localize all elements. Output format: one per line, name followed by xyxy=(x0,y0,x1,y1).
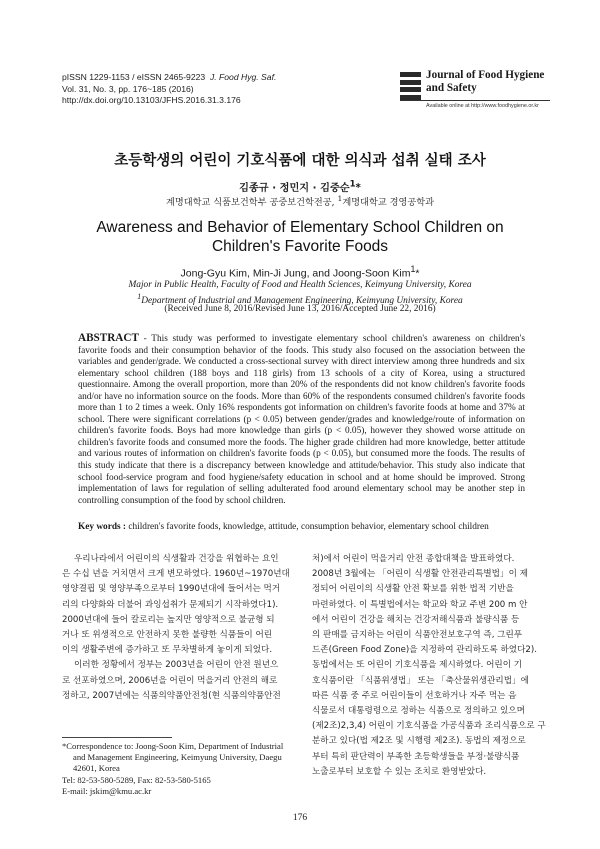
journal-logo xyxy=(400,66,550,112)
abstract xyxy=(78,333,525,507)
body-line: 이러한 정황에서 정부는 2003년을 어린이 안전 원년으 xyxy=(74,660,279,671)
body-line: 로 선포하였으며, 2006년을 어린이 먹을거리 안전의 해로 xyxy=(62,675,278,686)
volume-line: Vol. 31, No. 3, pp. 176~185 (2016) xyxy=(62,83,194,94)
issn-line: pISSN 1229-1153 / eISSN 2465-9223 J. Food Hyg. Saf. xyxy=(62,72,277,82)
keywords-text: children's favorite foods, knowledge, attitude, consumption behavior, elementary school children xyxy=(126,522,489,532)
body-line: 영양결핍 및 영양부족으로부터 1990년대에 들어서는 먹거 xyxy=(62,584,281,595)
body-line: (제2조)2,3,4) 어린이 기호식품을 가공식품과 조리식품으로 구 xyxy=(312,721,546,732)
footnote-rule xyxy=(62,737,172,738)
keywords-label: Key words : xyxy=(78,522,127,532)
journal-abbrev: J. Food Hyg. Saf. xyxy=(209,72,277,82)
email-link[interactable]: E-mail: jskim@kmu.ac.kr xyxy=(62,785,152,796)
body-line: 거나 또 위생적으로 안전하지 못한 불량한 식품들이 어린 xyxy=(62,630,273,641)
body-line: 부터 특히 판단력이 부족한 초등학생들을 부정·불량식품 xyxy=(312,751,520,762)
body-column-right xyxy=(312,552,550,780)
body-line: 은 수십 년을 거치면서 크게 변모하였다. 1960년~1970년대 xyxy=(62,569,290,580)
body-line: 우리나라에서 어린이의 식생활과 건강을 위협하는 요인 xyxy=(74,554,279,564)
body-line: 호식품이란 「식품위생법」 또는 「축산물위생관리법」에 xyxy=(312,675,529,686)
journal-name: Journal of Food Hygiene and Safety xyxy=(426,69,545,94)
body-line: 따른 식품 중 주로 어린이들이 선호하거나 자주 먹는 음 xyxy=(312,690,517,701)
correspondence-footnote: *Correspondence to: Joong-Soon Kim, Department of Industrial and Management Engineering, Keimyung University, Daegu 42601, Korea Tel: 82-53-580-5289, Fax: 82-53-580-5165 E-mail: jskim@kmu.ac.kr xyxy=(62,741,302,797)
journal-header-info xyxy=(62,72,276,107)
body-line: 분하고 있다(법 제2조 및 시행령 제2조). 동법의 제정으로 xyxy=(312,736,526,747)
body-line: 에서 어린이 건강을 해치는 건강저해식품과 불량식품 등 xyxy=(312,614,520,625)
abstract-text: - This study was performed to investigate elementary school children's awareness on children's favorite foods and their consumption behavior of the foods. This study also focused on the association between the variables and gender/grade. We conducted a cross-sectional survey with direct interview among three hundreds and six elementary school children (188 boys and 118 girls) from 13 schools of a city of Korea, using a structured questionnaire. Among the overall proportion, more than 20% of the respondents did not know children's favorite foods and/or have no information source on the foods. More than 60% of the respondents consumed children's favorite foods more than 1 to 2 times a week. Only 16% respondents got information on children's favorite foods at home and 37% at school. There were significant correlations (p < 0.05) between gender/grades and knowledge/route of information on children's favorite foods. Boys had more knowledge than girls (p < 0.05), however they showed worse attitude on children's favorite foods and consumed more the foods. The higher grade children had more knowledge, better attitude and various routes of information on children's favorite foods (p < 0.05), but consumed more the foods. The results of this study indicate that there is a discrepancy between knowledge and attitude/behavior. This study also indicate that school food-service program and food hygiene/safety education in school and at home should be improved. Strong implementation of laws for regulation of selling adulterated food around elementary school may be another step in controlling consumption of the food by school children. xyxy=(78,334,525,506)
korean-authors: 김종규 · 정민지 · 김중순$^1$* xyxy=(239,179,361,194)
body-column-left xyxy=(62,552,300,704)
body-line: 의 판매를 금지하는 어린이 식품안전보호구역 즉, 그린푸 xyxy=(312,630,523,641)
logo-bars-icon xyxy=(400,72,421,99)
english-title: Awareness and Behavior of Elementary School Children on Children's Favorite Foods xyxy=(96,219,504,255)
body-line: 드존(Green Food Zone)을 지정하여 관리하도록 하였다2). xyxy=(312,645,537,656)
abstract-label: ABSTRACT xyxy=(78,332,139,344)
english-authors: Jong-Gyu Kim, Min-Ji Jung, and Joong-Soon Kim$^1$* xyxy=(180,264,420,280)
english-affiliations: Major in Public Health, Faculty of Food and Health Sciences, Keimyung University, Korea $^1$Department of Industrial and Management Engineering, Keimyung University, Korea xyxy=(128,280,472,307)
body-line: 동법에서는 또 어린이 기호식품을 제시하였다. 어린이 기 xyxy=(312,660,523,671)
received-dates: (Received June 8, 2016/Revised June 13, 2016/Accepted June 22, 2016) xyxy=(164,304,436,314)
body-line: 식물로서 대통령령으로 정하는 식품으로 정의하고 있으며 xyxy=(312,706,525,717)
availability-note: Available online at http://www.foodhygiene.or.kr xyxy=(426,103,539,109)
body-line: 정되어 어린이의 식생활 안전 확보를 위한 법적 기반을 xyxy=(312,584,514,595)
korean-title: 초등학생의 어린이 기호식품에 대한 의식과 섭취 실태 조사 xyxy=(114,153,486,169)
keywords xyxy=(78,522,525,532)
page-number: 176 xyxy=(292,813,308,823)
body-line: 2008년 3월에는 「어린이 식생활 안전관리특별법」이 제 xyxy=(312,569,528,580)
korean-affiliation: 계명대학교 식품보건학부 공중보건학전공, $^1$계명대학교 경영공학과 xyxy=(166,194,434,209)
body-line: 처)에서 어린이 먹을거리 안전 종합대책을 발표하였다. xyxy=(312,554,515,564)
body-line: 이의 생활주변에 증가하고 또 무차별하게 놓이게 되었다. xyxy=(62,645,273,656)
body-line: 노출로부터 보호할 수 있는 조치로 환영받았다. xyxy=(312,766,487,777)
body-line: 정하고, 2007년에는 식품의약품안전청(현 식품의약품안전 xyxy=(62,690,281,701)
body-line: 2000년대에 들어 칼로리는 높지만 영양적으로 불균형 되 xyxy=(62,614,275,625)
doi-link[interactable]: http://dx.doi.org/10.13103/JFHS.2016.31.3.176 xyxy=(62,95,241,105)
body-line: 리의 다양화와 더불어 과잉섭취가 문제되기 시작하였다1). xyxy=(62,599,279,610)
body-line: 마련하였다. 이 특별법에서는 학교와 학교 주변 200 m 안 xyxy=(312,599,528,610)
logo-rule xyxy=(400,100,550,101)
